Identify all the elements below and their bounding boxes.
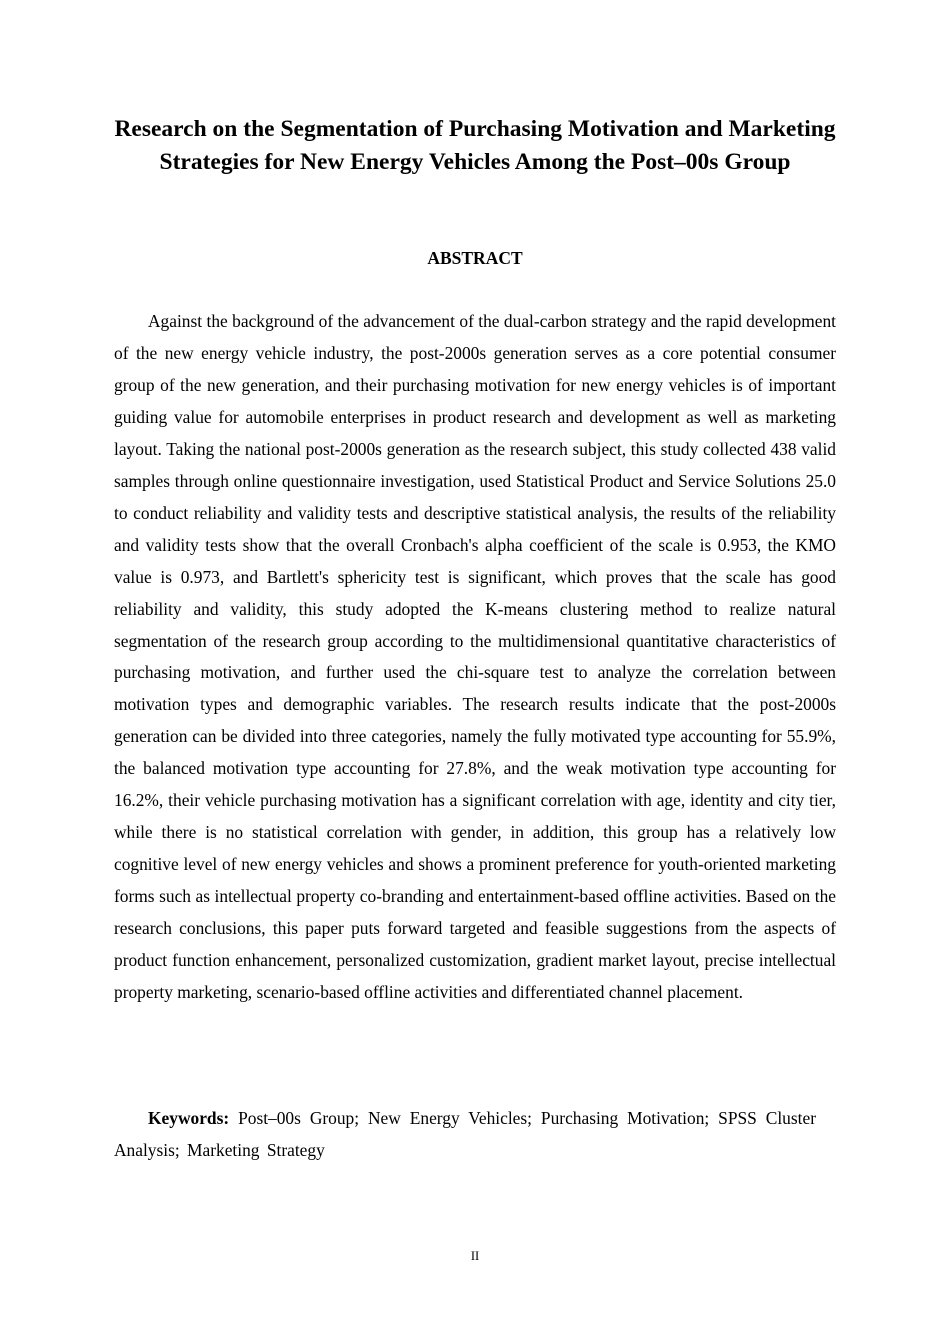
abstract-body: Against the background of the advancement of the dual-carbon strategy and the rapid development of the new energy vehicle industry, the post-2000s generation serves as a core potential consumer group of the new generation, and their purchasing motivation for new energy vehicles is of important guiding value for automobile enterprises in product research and development as well as marketing layout. Taking the national post-2000s generation as the research subject, this study collected 438 valid samples through online questionnaire investigation, used Statistical Product and Service Solutions 25.0 to conduct reliability and validity tests and descriptive statistical analysis, the results of the reliability and validity tests show that the overall Cronbach's alpha coefficient of the scale is 0.953, the KMO value is 0.973, and Bartlett's sphericity test is significant, which proves that the scale has good reliability and validity, this study adopted the K-means clustering method to realize natural segmentation of the research group according to the multidimensional quantitative characteristics of purchasing motivation, and further used the chi-square test to analyze the correlation between motivation types and demographic variables. The research results indicate that the post-2000s generation can be divided into three categories, namely the fully motivated type accounting for 55.9%, the balanced motivation type accounting for 27.8%, and the weak motivation type accounting for 16.2%, their vehicle purchasing motivation has a significant correlation with age, identity and city tier, while there is no statistical correlation with gender, in addition, this group has a relatively low cognitive level of new energy vehicles and shows a prominent preference for youth-oriented marketing forms such as intellectual property co-branding and entertainment-based offline activities. Based on the research conclusions, this paper puts forward targeted and feasible suggestions from the aspects of product function enhancement, personalized customization, gradient market layout, precise intellectual property marketing, scenario-based offline activities and differentiated channel placement. <box>114 311 836 1003</box>
keywords-list: Post‒00s Group; New Energy Vehicles; Purchasing Motivation; SPSS Cluster Analysis; Marketing Strategy <box>114 1108 816 1160</box>
keywords-paragraph <box>114 1103 816 1166</box>
page-number: II <box>470 1249 480 1263</box>
keywords-label: Keywords: <box>148 1108 230 1128</box>
abstract-heading: ABSTRACT <box>427 248 523 268</box>
paper-title: Research on the Segmentation of Purchasing Motivation and Marketing Strategies for New Energy Vehicles Among the Post‒00s Group <box>114 116 836 175</box>
